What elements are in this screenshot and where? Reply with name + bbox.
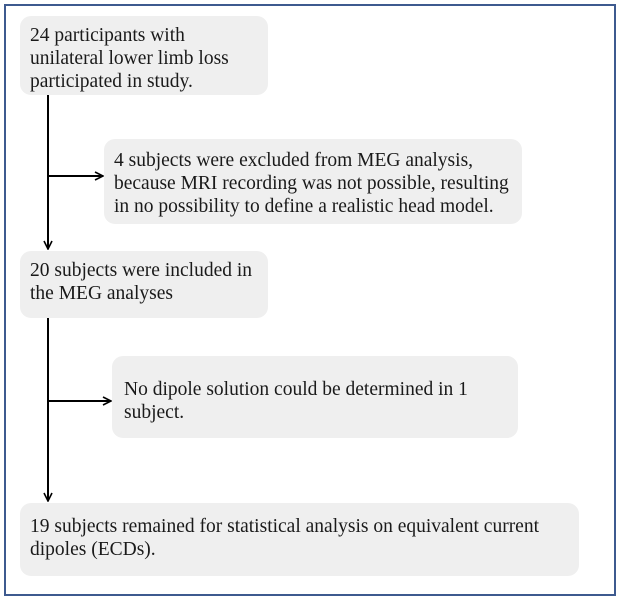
excluded-mri-text: 4 subjects were excluded from MEG analysis, because MRI recording was not possible, resulting in no possibility to define a realistic head model. [114, 150, 509, 217]
final-text: 19 subjects remained for statistical analysis on equivalent current dipoles (ECDs). [30, 516, 540, 560]
included-meg-text: 20 subjects were included in the MEG analyses [30, 260, 253, 304]
enrolled-text: 24 participants with unilateral lower limb loss participated in study. [30, 25, 229, 92]
excluded-dipole-text: No dipole solution could be determined in 1 subject. [124, 379, 468, 423]
